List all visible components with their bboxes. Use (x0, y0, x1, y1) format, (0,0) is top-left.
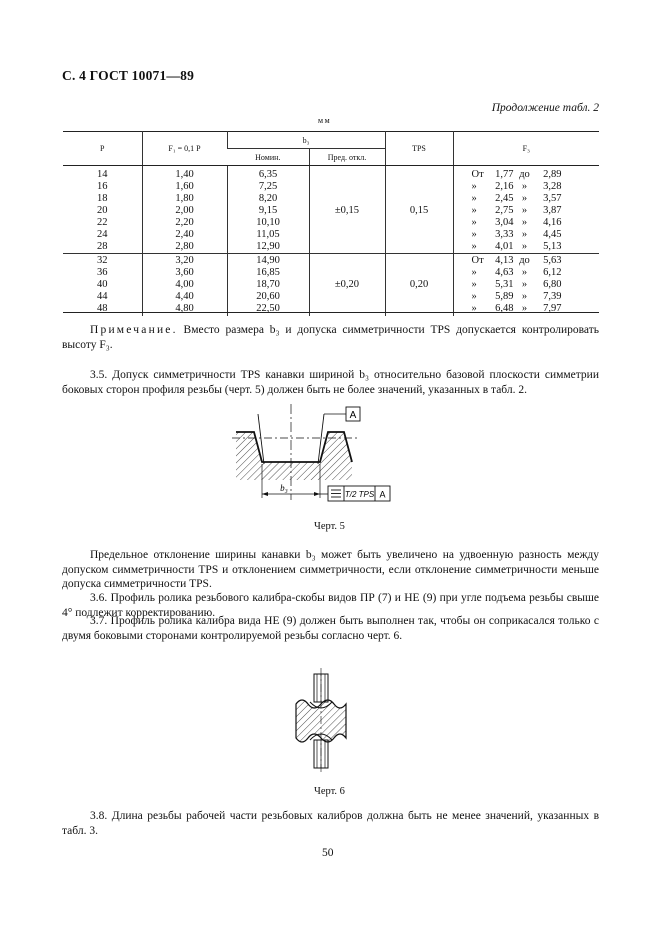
f3-range-part: » (521, 181, 528, 192)
f3-range-part: 2,75 (495, 205, 514, 216)
column-nominal (228, 255, 309, 315)
cell-p: 40 (97, 279, 108, 291)
table-group-2 (63, 254, 599, 316)
f3-range-part: » (521, 229, 528, 240)
cell-f1: 1,40 (175, 169, 194, 180)
cell-nom: 9,15 (258, 205, 278, 216)
cell-p: 28 (97, 241, 108, 252)
paragraph-deviation: Предельное отклонение ширины канавки b₃ может быть увеличено на удвоенную разность между допуском симметричности TPS и отклонением симметричности, если отклонение симметричности меньше допуска симметричности TPS. (62, 549, 599, 591)
f3-range-part: 4,13 (495, 255, 514, 267)
cell-f1: 1,60 (175, 181, 194, 192)
cell-f1: 4,00 (175, 279, 194, 291)
cell-nom: 12,90 (256, 241, 280, 252)
figure-6-caption: Черт. 6 (314, 786, 345, 797)
f3-range-part: От (471, 169, 484, 180)
f3-range-part: 4,45 (543, 229, 562, 240)
f3-range-part: 2,45 (495, 193, 514, 204)
f3-range-part: 3,04 (495, 217, 514, 228)
cell-f1: 2,00 (175, 205, 194, 216)
f3-range-part: » (521, 205, 528, 216)
cell-p: 22 (97, 217, 108, 228)
f3-range-part: 6,12 (543, 267, 562, 279)
paragraph-3-8: 3.8. Длина резьбы рабочей части резьбовых калибров должна быть не менее значений, указанных в табл. 3. (62, 810, 599, 837)
f3-range-part: 5,31 (495, 279, 514, 291)
page-number: 50 (322, 847, 334, 859)
paragraph-3-6: 3.6. Профиль ролика резьбового калибра-скобы видов ПР (7) и НЕ (9) при угле подъема резьбы свыше 4° подлежит корректированию. (62, 592, 599, 619)
f3-range-row (472, 267, 562, 279)
column-f3 (454, 169, 600, 253)
table-group-1 (63, 166, 599, 254)
f3-range-part: 7,97 (543, 303, 562, 315)
f3-range-part: » (521, 241, 528, 252)
cell-f1: 2,20 (175, 217, 194, 228)
header-tps: TPS (385, 132, 453, 166)
f3-range-part: » (471, 279, 477, 291)
cell-nom: 7,25 (258, 181, 278, 192)
f3-range-part: » (521, 291, 528, 303)
f3-range-part: От (471, 255, 484, 267)
cell-nom: 6,35 (258, 169, 278, 180)
cell-nom: 11,05 (256, 229, 280, 240)
datum-a-label: A (349, 410, 357, 421)
cell-p: 44 (97, 291, 108, 303)
f3-range-part: » (521, 267, 528, 279)
f3-range-row (472, 193, 562, 205)
f3-range-part: » (521, 217, 528, 228)
f3-range-row (472, 279, 562, 291)
table-bottom-rule (63, 312, 599, 313)
f3-range-row (472, 229, 562, 241)
cell-f1: 3,60 (175, 267, 194, 279)
table-continuation-label: Продолжение табл. 2 (491, 102, 599, 114)
cell-f1: 4,40 (175, 291, 194, 303)
table-note (62, 323, 599, 352)
f3-range-part: » (521, 303, 528, 315)
cell-nom: 22,50 (256, 303, 280, 315)
f3-range-part: » (471, 303, 477, 315)
cell-f1: 2,80 (175, 241, 194, 252)
dimensions-table (63, 131, 599, 316)
column-f3 (454, 255, 600, 315)
header-p: P (63, 132, 142, 166)
f3-range-row (472, 169, 562, 181)
f3-range-part: 6,80 (543, 279, 562, 291)
header-nominal: Номин. (227, 149, 309, 166)
f3-range-part: 1,77 (495, 169, 514, 180)
cell-nom: 8,20 (258, 193, 278, 204)
cell-p: 36 (97, 267, 108, 279)
f3-range-row (472, 181, 562, 193)
cell-f1: 2,40 (175, 229, 194, 240)
paragraph-3-5: 3.5. Допуск симметричности TPS канавки шириной b₃ относительно базовой плоскости симметрии боковых сторон профиля резьбы (черт. 5) должен быть не более значений, указанных в табл. 2. (62, 369, 599, 396)
cell-nom: 14,90 (256, 255, 280, 267)
f3-range-part: » (471, 217, 477, 228)
header-b3: b₃ (227, 132, 385, 149)
paragraph-3-7: 3.7. Профиль ролика калибра вида НЕ (9) должен быть выполнен так, чтобы он соприкасался только с двумя боковыми сторонами контролируемой резьбы согласно черт. 6. (62, 615, 599, 642)
cell-nom: 20,60 (256, 291, 280, 303)
cell-p: 16 (97, 181, 108, 192)
f3-range-part: 5,89 (495, 291, 514, 303)
cell-p: 48 (97, 303, 108, 315)
f3-range-part: 6,48 (495, 303, 514, 315)
page-header: С. 4 ГОСТ 10071—89 (62, 68, 195, 83)
f3-range-part: 5,13 (543, 241, 562, 252)
cell-nom: 16,85 (256, 267, 280, 279)
f3-range-part: » (521, 279, 528, 291)
f3-range-part: » (521, 193, 528, 204)
figure-5-caption: Черт. 5 (314, 521, 345, 532)
f3-range-part: 2,16 (495, 181, 514, 192)
b3-dimension-label: b₃ (280, 483, 288, 493)
f3-range-part: до (519, 255, 530, 267)
datum-ref-label: A (379, 489, 386, 500)
cell-f1: 4,80 (175, 303, 194, 315)
f3-range-part: » (471, 267, 477, 279)
f3-range-row (472, 217, 562, 229)
f3-range-part: » (471, 205, 477, 216)
f3-range-part: » (471, 181, 477, 192)
figure-5-drawing (228, 400, 438, 510)
f3-range-part: до (519, 169, 530, 180)
f3-range-part: 3,33 (495, 229, 514, 240)
f3-range-part: » (471, 291, 477, 303)
f3-range-part: 5,63 (543, 255, 562, 267)
note-text: Вместо размера b₃ и допуска симметричности TPS допускается контролировать высоту F₃. (62, 324, 599, 351)
column-p (63, 255, 142, 315)
cell-nom: 10,10 (256, 217, 280, 228)
cell-f1: 3,20 (175, 255, 194, 267)
header-deviation: Пред. откл. (309, 149, 385, 166)
cell-nom: 18,70 (256, 279, 280, 291)
header-f3: F₃ (453, 132, 599, 166)
tps-frame-label: T/2 TPS (344, 490, 375, 499)
cell-p: 14 (97, 169, 108, 180)
f3-range-part: » (471, 241, 477, 252)
f3-range-part: 4,01 (495, 241, 514, 252)
f3-range-row (472, 291, 562, 303)
column-f1 (143, 169, 227, 253)
f3-range-part: 4,63 (495, 267, 514, 279)
f3-range-row (472, 241, 562, 253)
f3-range-part: » (471, 229, 477, 240)
deviation-cell: ±0,20 (309, 254, 385, 316)
f3-range-part: 7,39 (543, 291, 562, 303)
cell-f1: 1,80 (175, 193, 194, 204)
unit-label: мм (318, 116, 332, 125)
f3-range-part: 2,89 (543, 169, 562, 180)
f3-range-row (472, 303, 562, 315)
note-label: Примечание. (90, 324, 178, 336)
tps-cell: 0,20 (385, 254, 453, 316)
cell-p: 18 (97, 193, 108, 204)
column-p (63, 169, 142, 253)
f3-range-part: 3,28 (543, 181, 562, 192)
f3-range-row (472, 205, 562, 217)
cell-p: 24 (97, 229, 108, 240)
tps-cell: 0,15 (385, 166, 453, 254)
f3-range-part: » (471, 193, 477, 204)
cell-p: 32 (97, 255, 108, 267)
deviation-cell: ±0,15 (309, 166, 385, 254)
column-nominal (228, 169, 309, 253)
header-f1: F₁ = 0,1 P (142, 132, 227, 166)
f3-range-part: 3,87 (543, 205, 562, 216)
cell-p: 20 (97, 205, 108, 216)
f3-range-part: 4,16 (543, 217, 562, 228)
f3-range-part: 3,57 (543, 193, 562, 204)
f3-range-row (472, 255, 562, 267)
figure-6-drawing (288, 668, 358, 772)
column-f1 (143, 255, 227, 315)
